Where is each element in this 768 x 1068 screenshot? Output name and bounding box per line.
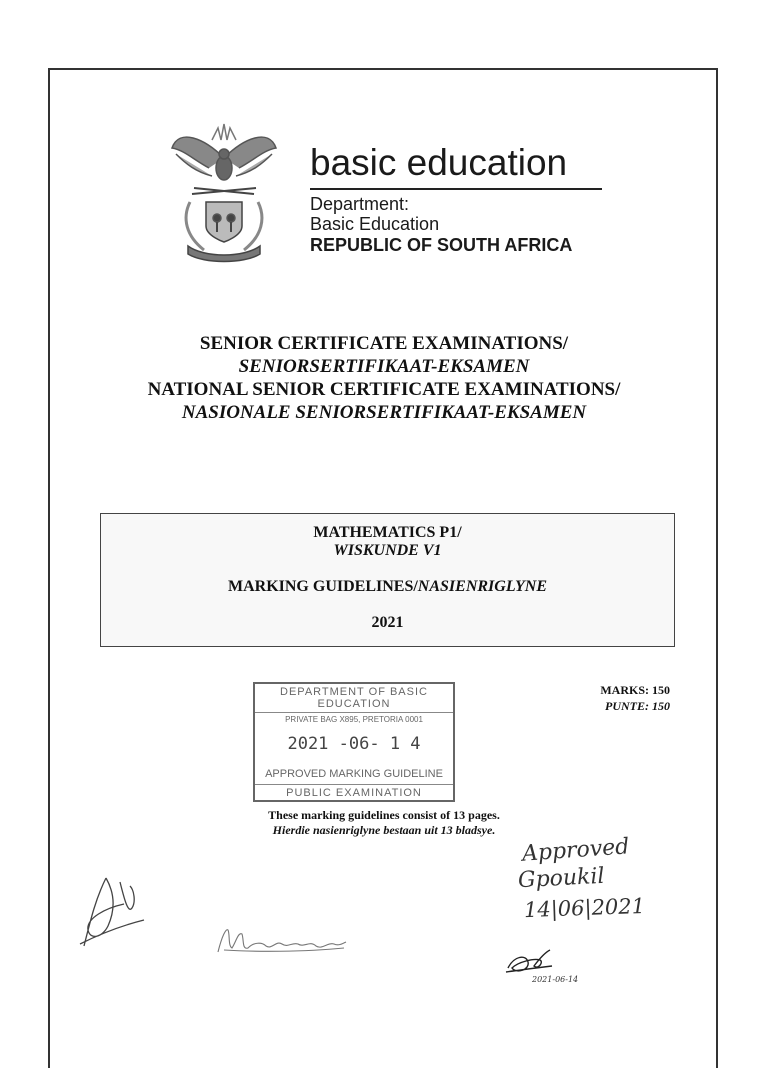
- stamp-line-2: EDUCATION: [317, 698, 391, 710]
- exam-line-2: SENIORSERTIFIKAAT-EKSAMEN: [238, 356, 530, 377]
- handwritten-small-date: 2021-06-14: [532, 975, 579, 984]
- brand-title: basic education: [310, 142, 568, 183]
- handwritten-date: 14|06|2021: [523, 893, 646, 923]
- stamp-line-4: APPROVED MARKING GUIDELINE: [265, 768, 443, 780]
- signature-right: [504, 948, 554, 976]
- stamp-divider: [255, 712, 453, 713]
- guidelines-title: [101, 578, 674, 596]
- coat-of-arms-logo: [164, 118, 284, 264]
- exam-line-3: NATIONAL SENIOR CERTIFICATE EXAMINATIONS/: [147, 379, 621, 400]
- guidelines-af: NASIENRIGLYNE: [417, 578, 548, 595]
- approval-stamp: [253, 682, 455, 802]
- handwritten-approved: Approved: [521, 834, 631, 867]
- department-label: Department:: [310, 194, 410, 214]
- exam-heading: [0, 332, 768, 424]
- handwritten-name: Gpoukil: [517, 863, 606, 894]
- subject-box: [100, 513, 675, 647]
- subject-line-2: WISKUNDE V1: [333, 542, 442, 559]
- signature-middle: [214, 922, 348, 958]
- marks-en: MARKS: 150: [600, 683, 670, 697]
- department-name: Basic Education: [310, 214, 440, 234]
- exam-line-1: SENIOR CERTIFICATE EXAMINATIONS/: [199, 333, 569, 354]
- stamp-line-1: DEPARTMENT OF BASIC: [280, 686, 428, 698]
- year: 2021: [371, 614, 404, 631]
- guidelines-en: MARKING GUIDELINES/: [227, 578, 418, 595]
- subject-line-1: MATHEMATICS P1/: [313, 524, 462, 541]
- marks-block: [560, 682, 670, 714]
- signature-left: [76, 868, 148, 952]
- pages-note-af: Hierdie nasienriglyne bestaan uit 13 bladsye.: [272, 823, 496, 837]
- pages-note: [0, 808, 768, 838]
- exam-line-4: NASIONALE SENIORSERTIFIKAAT-EKSAMEN: [181, 402, 587, 423]
- stamp-date: 2021 -06- 1 4: [287, 734, 421, 754]
- brand-divider: [310, 188, 602, 190]
- stamp-line-3: PRIVATE BAG X895, PRETORIA 0001: [285, 715, 423, 724]
- country-name: REPUBLIC OF SOUTH AFRICA: [310, 235, 573, 255]
- pages-note-en: These marking guidelines consist of 13 pages.: [268, 808, 500, 822]
- stamp-divider: [255, 784, 453, 785]
- marks-af: PUNTE: 150: [605, 699, 670, 713]
- stamp-line-5: PUBLIC EXAMINATION: [286, 787, 422, 799]
